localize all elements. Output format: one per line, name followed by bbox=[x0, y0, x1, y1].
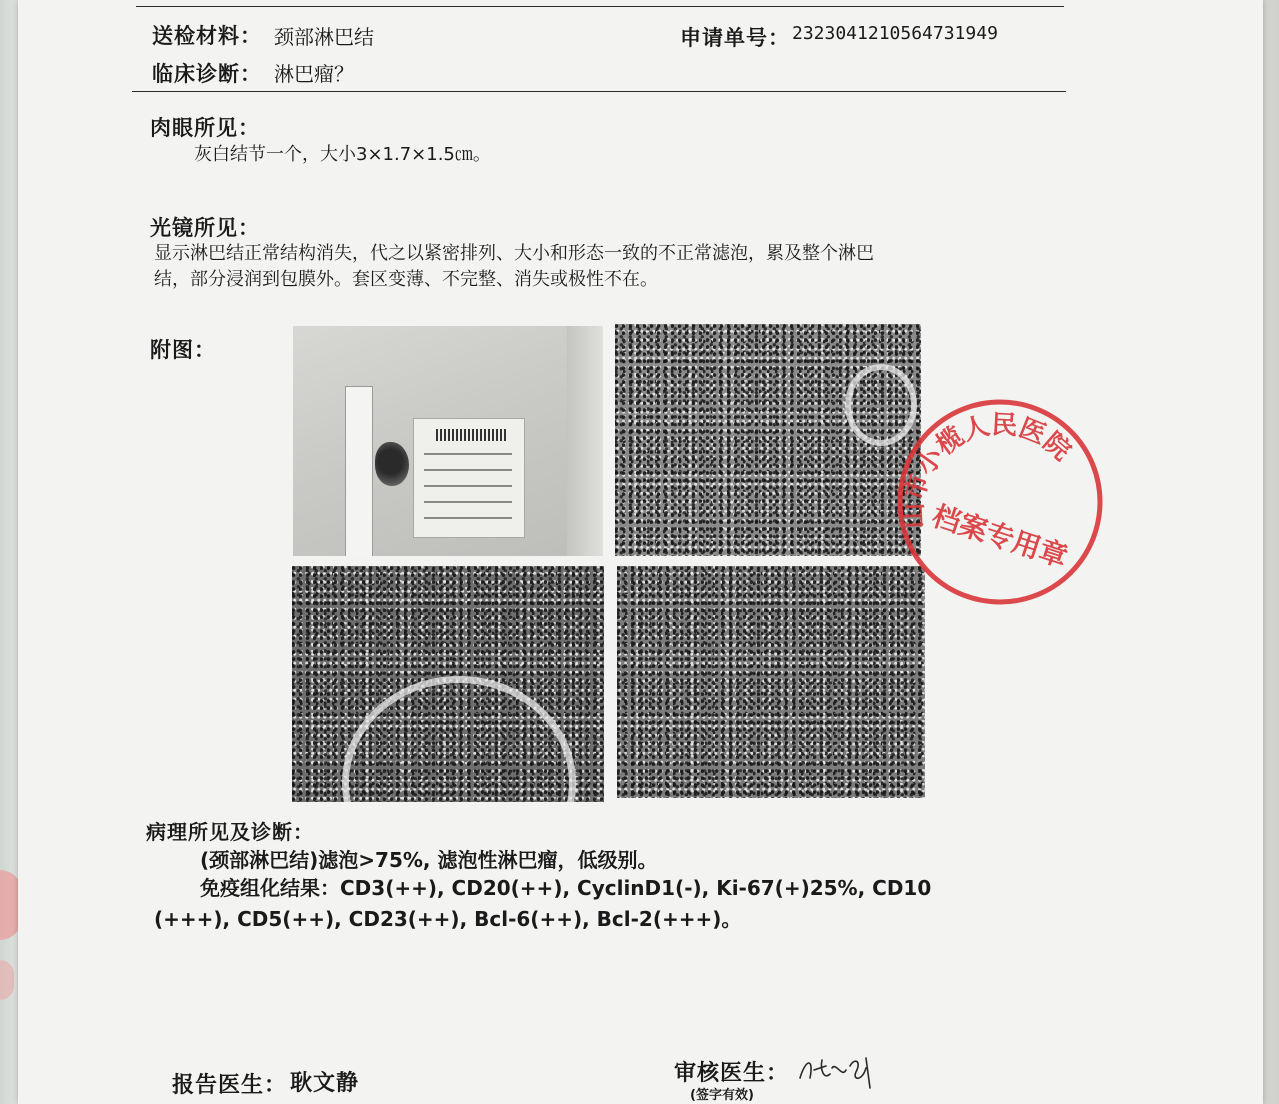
micrograph-2 bbox=[292, 566, 604, 802]
photo-tag-line bbox=[424, 469, 512, 471]
diagnosis-label: 病理所见及诊断： bbox=[146, 820, 314, 844]
top-rule bbox=[136, 6, 1064, 7]
clinical-diagnosis-label: 临床诊断： bbox=[152, 62, 262, 86]
reviewer-note: (签字有效) bbox=[690, 1088, 754, 1103]
photo-tag-line bbox=[424, 453, 512, 455]
hospital-stamp bbox=[894, 396, 1106, 608]
microscopy-label: 光镜所见： bbox=[150, 216, 260, 240]
specimen-label: 送检材料： bbox=[152, 24, 262, 48]
photo-specimen-nodule bbox=[375, 442, 409, 486]
photo-barcode bbox=[436, 429, 506, 441]
report-sheet bbox=[18, 0, 1263, 1104]
figures-label: 附图： bbox=[150, 338, 216, 362]
stamp-ring-text: 山市小榄人民医院 bbox=[898, 410, 1077, 530]
gross-text: 灰白结节一个，大小3×1.7×1.5㎝。 bbox=[194, 144, 491, 165]
photo-ruler bbox=[345, 386, 373, 556]
reporter-label: 报告医生： bbox=[172, 1073, 288, 1098]
diagnosis-line-1: (颈部淋巴结)滤泡>75%, 滤泡性淋巴瘤，低级别。 bbox=[200, 848, 658, 872]
backdrop-pink-fabric-2 bbox=[0, 960, 14, 1000]
header-rule bbox=[132, 91, 1066, 92]
photo-tray-edge bbox=[567, 326, 603, 556]
micrograph-1 bbox=[615, 324, 921, 556]
request-number-value: 2323041210564731949 bbox=[792, 23, 998, 44]
specimen-value: 颈部淋巴结 bbox=[274, 25, 374, 49]
diagnosis-line-2: 免疫组化结果：CD3(++), CD20(++), CyclinD1(-), Ki-67(+)25%, CD10 bbox=[200, 876, 932, 900]
micrograph-vessel bbox=[342, 676, 576, 802]
reviewer-signature bbox=[796, 1048, 886, 1092]
gross-label: 肉眼所见： bbox=[150, 116, 260, 140]
reporter-name: 耿文静 bbox=[290, 1071, 360, 1096]
diagnosis-line-3: (+++), CD5(++), CD23(++), Bcl-6(++), Bcl-2(+++)。 bbox=[154, 907, 742, 931]
microscopy-line-2: 结，部分浸润到包膜外。套区变薄、不完整、消失或极性不在。 bbox=[154, 269, 658, 290]
request-number-label: 申请单号： bbox=[680, 26, 790, 50]
micrograph-3 bbox=[617, 566, 925, 798]
microscopy-line-1: 显示淋巴结正常结构消失，代之以紧密排列、大小和形态一致的不正常滤泡，累及整个淋巴 bbox=[154, 243, 874, 264]
reviewer-label: 审核医生： bbox=[674, 1061, 790, 1086]
gross-specimen-photo bbox=[293, 326, 603, 556]
photo-specimen-tag bbox=[413, 418, 525, 538]
photo-tag-line bbox=[424, 517, 512, 519]
clinical-diagnosis-value: 淋巴瘤？ bbox=[274, 62, 354, 86]
photo-tag-line bbox=[424, 485, 512, 487]
photo-tag-line bbox=[424, 501, 512, 503]
stamp-center-text: 档案专用章 bbox=[928, 499, 1072, 574]
